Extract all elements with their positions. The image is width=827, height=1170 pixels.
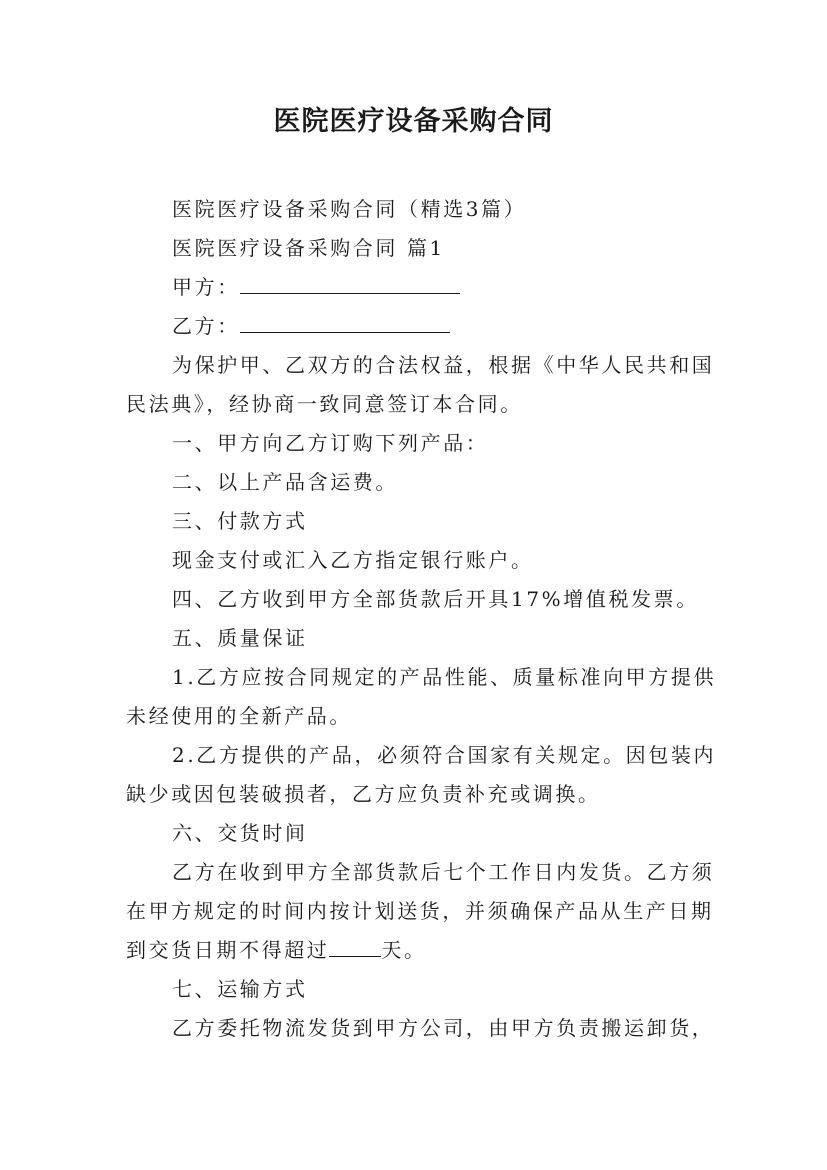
days-blank: [329, 934, 381, 957]
clause-3-text: 现金支付或汇入乙方指定银行账户。: [172, 548, 534, 572]
section-heading: 医院医疗设备采购合同 篇1: [172, 236, 445, 260]
subtitle: 医院医疗设备采购合同（精选3篇）: [172, 197, 527, 221]
clause-7-line-1: 乙方委托物流发货到甲方公司，由甲方负责搬运卸货，: [172, 1016, 715, 1040]
party-b-line: [126, 307, 706, 346]
clause-4: 四、乙方收到甲方全部货款后开具17%增值税发票。: [172, 587, 699, 611]
clause-6-line-3-post: 天。: [381, 938, 427, 962]
clause-5-2-line-2: 缺少或因包装破损者，乙方应负责补充或调换。: [126, 782, 601, 806]
clause-5-1-line-2: 未经使用的全新产品。: [126, 704, 352, 728]
clause-3-heading: 三、付款方式: [172, 509, 308, 533]
clause-5-1-line-1: 1.乙方应按合同规定的产品性能、质量标准向甲方提供: [172, 665, 717, 689]
clause-6-line-2: 在甲方规定的时间内按计划送货，并须确保产品从生产日期: [126, 899, 714, 923]
clause-1: 一、甲方向乙方订购下列产品：: [172, 431, 489, 455]
clause-5-heading: 五、质量保证: [172, 626, 308, 650]
clause-6-line-3-pre: 到交货日期不得超过: [126, 938, 330, 962]
party-b-label: 乙方：: [172, 314, 240, 338]
clause-7-heading: 七、运输方式: [172, 977, 308, 1001]
document-body: [126, 190, 717, 1048]
party-b-signature-blank: [240, 310, 450, 333]
clause-6-line-1: 乙方在收到甲方全部货款后七个工作日内发货。乙方须: [172, 860, 715, 884]
party-a-label: 甲方：: [172, 275, 240, 299]
intro-line-2: 民法典》，经协商一致同意签订本合同。: [126, 392, 523, 416]
clause-2: 二、以上产品含运费。: [172, 470, 398, 494]
clause-5-2-line-1: 2.乙方提供的产品，必须符合国家有关规定。因包装内: [172, 743, 717, 767]
intro-line-1: 为保护甲、乙双方的合法权益，根据《中华人民共和国: [172, 353, 715, 377]
party-a-line: [126, 268, 706, 307]
party-a-signature-blank: [240, 271, 460, 294]
clause-6-line-3: [126, 931, 706, 970]
clause-6-heading: 六、交货时间: [172, 821, 308, 845]
document-title: 医院医疗设备采购合同: [273, 106, 554, 137]
